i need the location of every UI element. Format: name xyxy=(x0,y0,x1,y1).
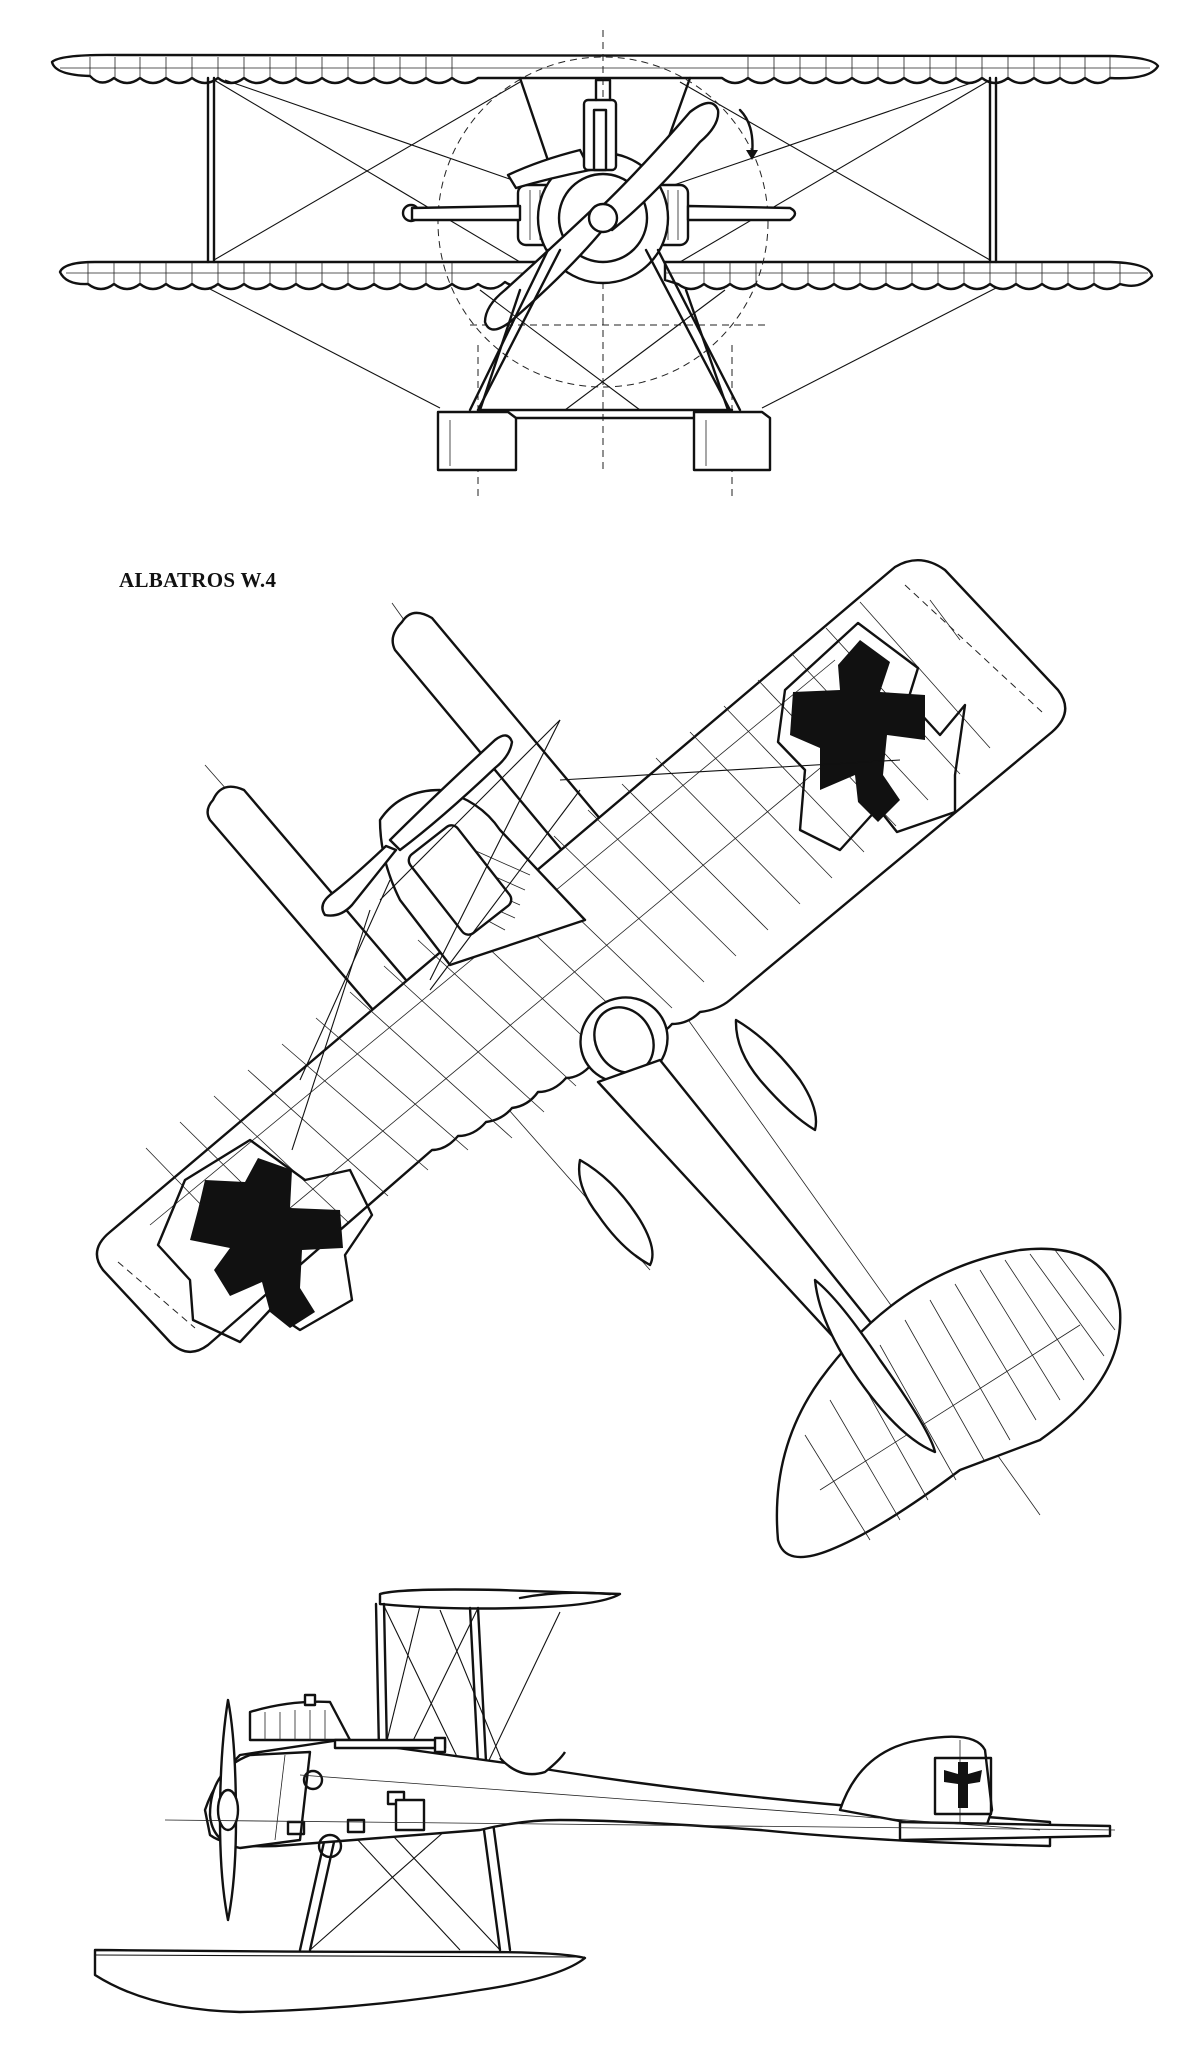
side-panel xyxy=(396,1800,424,1830)
side-machine-gun xyxy=(335,1740,445,1748)
top-float-left-tail xyxy=(579,1160,652,1265)
side-tailplane xyxy=(900,1822,1110,1840)
propeller-hub xyxy=(589,204,617,232)
front-lower-wing-right xyxy=(665,262,1152,289)
page-title: ALBATROS W.4 xyxy=(119,568,277,592)
top-view xyxy=(97,560,1120,1557)
side-float xyxy=(95,1950,585,2012)
top-propeller-blade-lower xyxy=(322,846,396,916)
front-view xyxy=(52,30,1158,500)
front-radiator-left xyxy=(412,206,520,220)
front-radiator-right xyxy=(688,206,795,220)
front-float-right xyxy=(694,412,770,470)
top-float-right-tail xyxy=(736,1020,816,1130)
side-view xyxy=(95,1590,1115,2013)
front-lower-wing xyxy=(60,262,535,289)
